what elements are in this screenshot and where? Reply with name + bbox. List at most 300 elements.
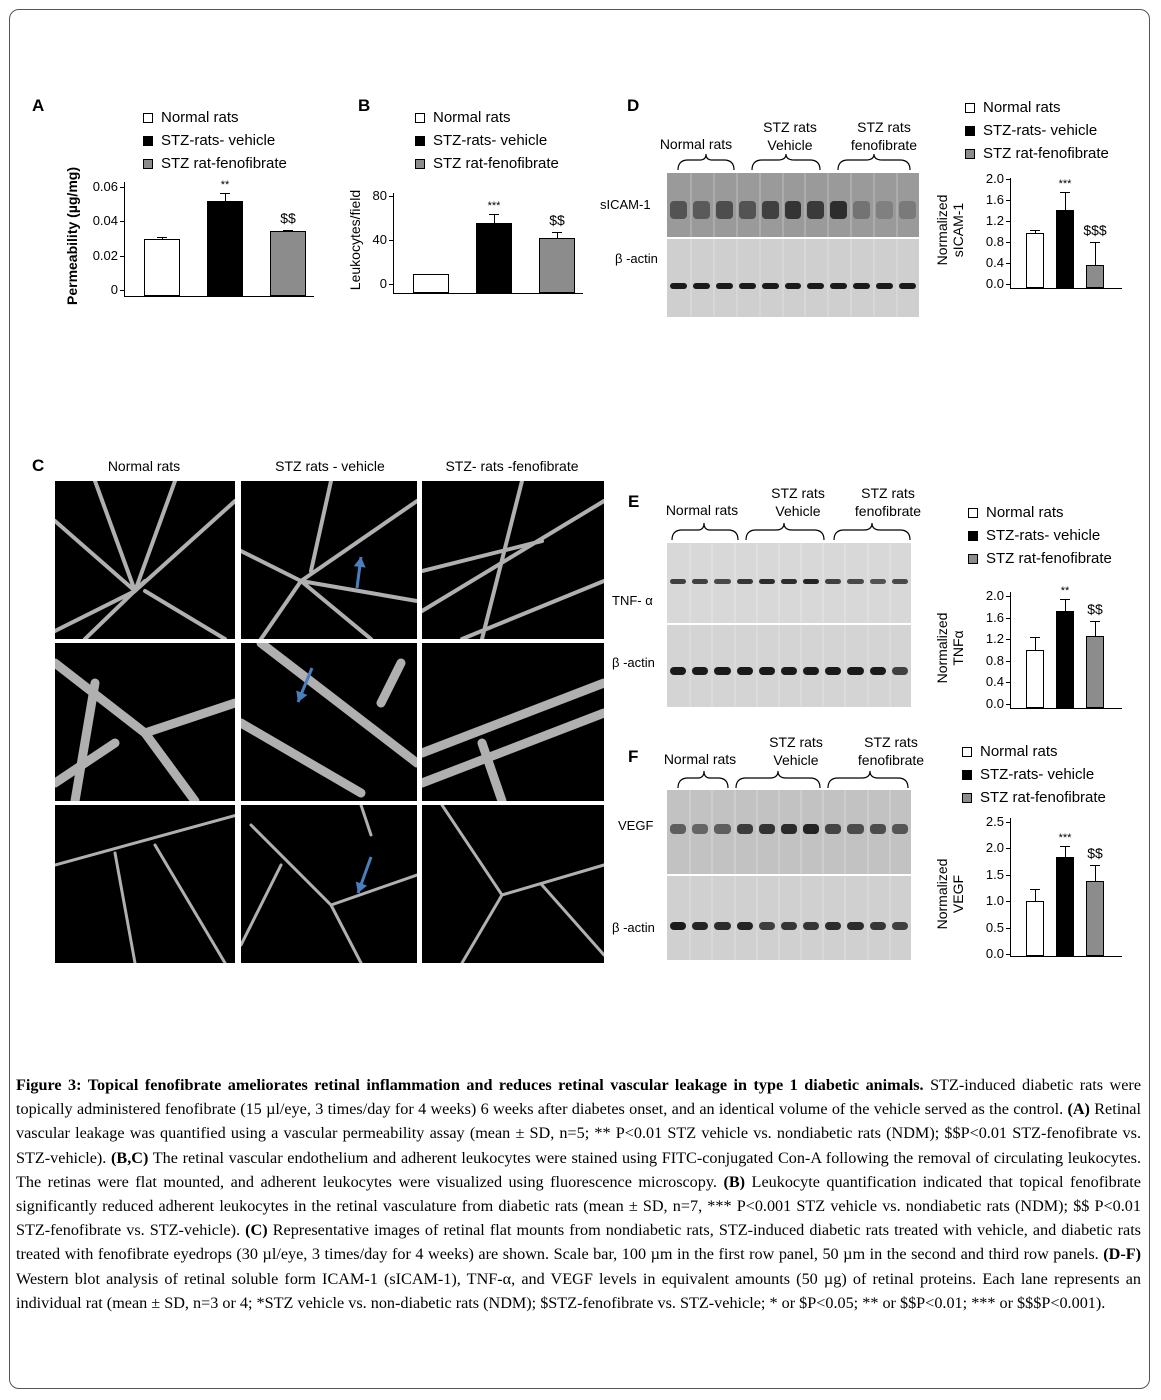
y-tick-label: 0.0 bbox=[985, 276, 1004, 291]
lane-divider bbox=[827, 173, 829, 237]
panel-f-label: F bbox=[628, 747, 639, 766]
y-tick-label: 0.8 bbox=[985, 652, 1004, 668]
error-cap bbox=[1060, 846, 1070, 847]
vessel-drawing bbox=[241, 481, 417, 639]
panel-f-ylabel-line1: Normalized bbox=[934, 858, 950, 930]
bar-normal bbox=[413, 274, 449, 293]
error-bar bbox=[1095, 865, 1096, 882]
bar-vehicle bbox=[1056, 611, 1074, 708]
lane-divider bbox=[756, 876, 758, 960]
blot-band bbox=[692, 824, 708, 834]
lane-divider bbox=[844, 790, 846, 874]
significance-vehicle: *** bbox=[1058, 831, 1072, 844]
vessel-drawing bbox=[422, 683, 604, 801]
significance-feno: $$ bbox=[280, 209, 296, 226]
lane-divider bbox=[867, 876, 869, 960]
blot-band bbox=[781, 579, 797, 584]
panel-d-row2: β -actin bbox=[615, 251, 658, 266]
panel-a-legend bbox=[143, 106, 287, 175]
blot-band bbox=[759, 922, 775, 930]
legend-normal: Normal rats bbox=[433, 109, 511, 126]
bar-vehicle bbox=[1056, 857, 1074, 956]
x-axis bbox=[1010, 708, 1122, 709]
micrograph-r3-c2 bbox=[241, 805, 417, 963]
blot-band bbox=[870, 579, 886, 584]
y-tick-mark bbox=[120, 187, 124, 188]
y-tick-label: 0 bbox=[379, 276, 387, 291]
beta-actin-blot-d bbox=[667, 239, 919, 317]
error-bar bbox=[1035, 637, 1036, 650]
lane-divider bbox=[759, 239, 761, 317]
bar-feno bbox=[539, 238, 575, 293]
blot-band bbox=[899, 283, 916, 289]
blot-band bbox=[876, 283, 893, 289]
panel-d-legend bbox=[965, 96, 1109, 165]
lane-divider bbox=[873, 173, 875, 237]
y-tick-mark bbox=[1006, 200, 1010, 201]
micrograph-r2-c2 bbox=[241, 643, 417, 801]
significance-feno: $$ bbox=[549, 211, 565, 228]
blot-band bbox=[762, 201, 779, 219]
y-tick-mark bbox=[1006, 263, 1010, 264]
blot-band bbox=[830, 283, 847, 289]
blot-band bbox=[847, 579, 863, 584]
error-cap bbox=[1030, 230, 1040, 231]
y-tick-mark bbox=[120, 290, 124, 291]
blot-band bbox=[825, 922, 841, 930]
y-tick-mark bbox=[1006, 661, 1010, 662]
lane-divider bbox=[778, 625, 780, 707]
caption-b: (B) bbox=[723, 1172, 746, 1191]
legend-feno: STZ rat-fenofibrate bbox=[433, 155, 559, 172]
blot-band bbox=[825, 824, 841, 834]
micrograph-r1-c1 bbox=[55, 481, 235, 639]
error-cap bbox=[283, 230, 293, 231]
vessel-drawing bbox=[442, 805, 604, 963]
blot-band bbox=[803, 579, 819, 584]
significance-feno: $$ bbox=[1087, 601, 1103, 617]
caption-p6: Western blot analysis of retinal soluble form ICAM-1 (sICAM-1), TNF-α, and VEGF levels in equivalent amounts (50 µg) of retinal proteins. Each lane represents an individual rat (mean ± SD, n=3 or 4; *STZ vehicle vs. non-diabetic rats (NDM); $STZ-fenofibrate vs. STZ-vehicle; * or $P<0.05; ** or $$P<0.01; *** or $$$P<0.001). bbox=[16, 1269, 1141, 1312]
y-axis bbox=[1010, 818, 1011, 956]
legend-normal: Normal rats bbox=[986, 504, 1064, 521]
panel-e-brackets bbox=[664, 520, 926, 542]
blot-band bbox=[870, 922, 886, 930]
blot-band bbox=[847, 922, 863, 930]
lane-divider bbox=[711, 625, 713, 707]
y-axis bbox=[124, 182, 125, 296]
y-tick-mark bbox=[389, 240, 393, 241]
blot-band bbox=[807, 201, 824, 219]
bar-feno bbox=[270, 231, 306, 296]
y-axis bbox=[1010, 178, 1011, 288]
panel-e-label: E bbox=[628, 492, 640, 511]
significance-vehicle: ** bbox=[1060, 584, 1070, 597]
panel-d-group-1: Normal rats bbox=[659, 136, 733, 152]
lane-divider bbox=[800, 790, 802, 874]
lane-divider bbox=[850, 173, 852, 237]
panel-d-group-2: STZ rats Vehicle bbox=[763, 119, 817, 153]
x-axis bbox=[393, 293, 583, 294]
vessel-drawing bbox=[241, 805, 417, 963]
y-tick-label: 1.2 bbox=[985, 213, 1004, 228]
panel-f-row2: β -actin bbox=[612, 920, 655, 935]
blot-band bbox=[737, 667, 753, 675]
lane-divider bbox=[782, 173, 784, 237]
error-bar bbox=[1095, 621, 1096, 636]
error-cap bbox=[1060, 192, 1070, 193]
blot-band bbox=[670, 667, 686, 675]
lane-divider bbox=[867, 790, 869, 874]
lane-divider bbox=[850, 239, 852, 317]
y-tick-label: 2.0 bbox=[985, 588, 1004, 603]
error-cap bbox=[1030, 637, 1040, 638]
significance-vehicle: *** bbox=[487, 200, 501, 213]
y-axis bbox=[1010, 592, 1011, 708]
blot-band bbox=[807, 283, 824, 289]
panel-e-row2: β -actin bbox=[612, 655, 655, 670]
micrograph-r2-c1 bbox=[55, 643, 235, 801]
sicam-blot bbox=[667, 173, 919, 237]
blot-band bbox=[803, 922, 819, 930]
blot-band bbox=[892, 579, 908, 584]
legend-normal: Normal rats bbox=[980, 743, 1058, 760]
lane-divider bbox=[756, 543, 758, 623]
x-axis bbox=[1010, 288, 1122, 289]
blot-band bbox=[853, 283, 870, 289]
legend-vehicle: STZ-rats- vehicle bbox=[980, 766, 1095, 783]
panel-b-ylabel: Leukocytes/field bbox=[347, 189, 363, 291]
legend-feno: STZ rat-fenofibrate bbox=[161, 155, 287, 172]
panel-e-group-2: STZ rats Vehicle bbox=[771, 485, 825, 519]
caption-bc: (B,C) bbox=[111, 1148, 149, 1167]
panel-e-ylabel bbox=[934, 598, 966, 698]
lane-divider bbox=[736, 173, 738, 237]
y-tick-mark bbox=[120, 256, 124, 257]
blot-band bbox=[785, 201, 802, 219]
lane-divider bbox=[822, 876, 824, 960]
blot-band bbox=[739, 283, 756, 289]
lane-divider bbox=[689, 543, 691, 623]
blot-band bbox=[876, 201, 893, 219]
blot-band bbox=[692, 922, 708, 930]
bar-vehicle bbox=[476, 223, 512, 293]
figure-caption bbox=[16, 1073, 1141, 1315]
bar-normal bbox=[1026, 650, 1044, 708]
blot-band bbox=[670, 283, 687, 289]
y-tick-mark bbox=[389, 196, 393, 197]
error-cap bbox=[552, 232, 562, 233]
panel-e-row1: TNF- α bbox=[612, 593, 653, 608]
legend-vehicle: STZ-rats- vehicle bbox=[983, 122, 1098, 139]
blot-band bbox=[892, 922, 908, 930]
blot-band bbox=[759, 824, 775, 834]
error-bar bbox=[225, 193, 226, 201]
y-tick-label: 0.04 bbox=[92, 213, 118, 229]
blot-band bbox=[892, 667, 908, 675]
y-tick-mark bbox=[389, 284, 393, 285]
y-tick-label: 0.0 bbox=[985, 696, 1004, 711]
y-tick-mark bbox=[1006, 875, 1010, 876]
y-tick-label: 1.6 bbox=[985, 192, 1004, 207]
error-bar bbox=[494, 214, 495, 223]
y-tick-label: 0.8 bbox=[985, 234, 1004, 249]
caption-p3: The retinal vascular endothelium and adherent leukocytes were stained using FITC-conjugated Con-A following the removal of circulating leukocytes. The retinas were flat mounted, and adherent leukocytes were visualized using fluorescence microscopy. bbox=[16, 1148, 1141, 1191]
lane-divider bbox=[873, 239, 875, 317]
error-cap bbox=[1090, 621, 1100, 622]
panel-f-group-1: Normal rats bbox=[663, 751, 737, 767]
vessel-drawing bbox=[422, 481, 604, 639]
y-tick-mark bbox=[1006, 618, 1010, 619]
blot-band bbox=[781, 824, 797, 834]
lane-divider bbox=[844, 876, 846, 960]
lane-divider bbox=[827, 239, 829, 317]
vessel-drawing bbox=[55, 481, 235, 639]
blot-band bbox=[670, 579, 686, 584]
y-tick-mark bbox=[1006, 682, 1010, 683]
y-tick-mark bbox=[120, 221, 124, 222]
lane-divider bbox=[711, 876, 713, 960]
lane-divider bbox=[867, 625, 869, 707]
caption-p1: STZ-induced diabetic rats were topically administered fenofibrate (15 µl/eye, 3 times/day for 4 weeks) 6 weeks after diabetes onset, and an identical volume of the vehicle served as the control. bbox=[16, 1076, 1142, 1119]
y-tick-label: 0.5 bbox=[985, 919, 1004, 935]
legend-feno: STZ rat-fenofibrate bbox=[986, 550, 1112, 567]
panel-f-row1: VEGF bbox=[618, 818, 654, 833]
error-cap bbox=[1090, 242, 1100, 243]
caption-p4: Leukocyte quantification indicated that topical fenofibrate significantly reduced adherent leukocytes in the retinal vasculature from diabetic rats (mean ± SD, n=7, *** P<0.001 STZ vehicle vs. nondiabetic rats (NDM); $$ P<0.01 STZ-fenofibrate vs. STZ-vehicle). bbox=[16, 1172, 1141, 1240]
lane-divider bbox=[782, 239, 784, 317]
panel-a-label: A bbox=[32, 96, 45, 115]
lane-divider bbox=[713, 173, 715, 237]
caption-df: (D-F) bbox=[1103, 1245, 1141, 1264]
bar-normal bbox=[1026, 233, 1044, 288]
bar-normal bbox=[1026, 901, 1044, 956]
panel-d-ylabel-line1: Normalized bbox=[934, 194, 950, 266]
panel-d-ylabel-line2: sICAM-1 bbox=[950, 202, 966, 258]
error-cap bbox=[1030, 889, 1040, 890]
y-axis bbox=[393, 193, 394, 293]
lane-divider bbox=[734, 625, 736, 707]
blot-band bbox=[737, 922, 753, 930]
lane-divider bbox=[734, 543, 736, 623]
y-tick-label: 80 bbox=[372, 188, 387, 203]
legend-vehicle: STZ-rats- vehicle bbox=[986, 527, 1101, 544]
y-tick-label: 1.5 bbox=[985, 866, 1004, 882]
blot-band bbox=[759, 667, 775, 675]
significance-vehicle: ** bbox=[220, 179, 230, 192]
panel-f-group-2: STZ rats Vehicle bbox=[769, 734, 823, 768]
lane-divider bbox=[711, 543, 713, 623]
lane-divider bbox=[889, 790, 891, 874]
blot-band bbox=[714, 824, 730, 834]
blot-band bbox=[853, 201, 870, 219]
y-tick-label: 0 bbox=[110, 282, 118, 297]
micrograph-r1-c2 bbox=[241, 481, 417, 639]
lane-divider bbox=[778, 790, 780, 874]
lane-divider bbox=[889, 625, 891, 707]
lane-divider bbox=[822, 790, 824, 874]
vessel-drawing bbox=[55, 815, 235, 963]
lane-divider bbox=[822, 543, 824, 623]
blot-band bbox=[737, 824, 753, 834]
y-tick-mark bbox=[1006, 901, 1010, 902]
lane-divider bbox=[690, 173, 692, 237]
blot-band bbox=[803, 824, 819, 834]
panel-a-ylabel: Permeability (µg/mg) bbox=[64, 167, 80, 305]
y-tick-label: 0.06 bbox=[92, 179, 118, 194]
lane-divider bbox=[756, 625, 758, 707]
panel-d-row1: sICAM-1 bbox=[600, 197, 651, 212]
y-tick-label: 1.2 bbox=[985, 631, 1004, 647]
bar-normal bbox=[144, 239, 180, 296]
x-axis bbox=[1010, 956, 1122, 957]
lane-divider bbox=[804, 173, 806, 237]
blot-band bbox=[714, 922, 730, 930]
lane-divider bbox=[759, 173, 761, 237]
blot-band bbox=[847, 667, 863, 675]
bar-feno bbox=[1086, 265, 1104, 288]
blot-band bbox=[737, 579, 753, 584]
panel-e-ylabel-line1: Normalized bbox=[934, 612, 950, 684]
blot-band bbox=[781, 922, 797, 930]
panel-d-label: D bbox=[627, 96, 640, 115]
blot-band bbox=[762, 283, 779, 289]
y-tick-mark bbox=[1006, 221, 1010, 222]
y-tick-label: 2.5 bbox=[985, 814, 1004, 829]
legend-normal: Normal rats bbox=[161, 109, 239, 126]
blot-band bbox=[670, 922, 686, 930]
y-tick-label: 0.02 bbox=[92, 247, 118, 263]
panel-f-legend bbox=[962, 740, 1106, 809]
significance-vehicle: *** bbox=[1058, 177, 1072, 190]
panel-c-col-1: Normal rats bbox=[107, 458, 181, 474]
panel-d-group-3: STZ rats fenofibrate bbox=[850, 119, 918, 153]
panel-d-brackets bbox=[660, 152, 922, 174]
y-tick-label: 0.0 bbox=[985, 946, 1004, 961]
y-tick-mark bbox=[1006, 822, 1010, 823]
lane-divider bbox=[844, 543, 846, 623]
error-cap bbox=[489, 214, 499, 215]
lane-divider bbox=[867, 543, 869, 623]
panel-e-legend bbox=[968, 501, 1112, 570]
blot-band bbox=[692, 667, 708, 675]
error-cap bbox=[1090, 865, 1100, 866]
blot-band bbox=[830, 201, 847, 219]
beta-actin-blot-f bbox=[667, 876, 911, 960]
significance-feno: $$ bbox=[1087, 844, 1103, 861]
y-tick-mark bbox=[1006, 179, 1010, 180]
caption-p2: Retinal vascular leakage was quantified using a vascular permeability assay (mean ± SD, n=5; ** P<0.01 STZ vehicle vs. nondiabetic rats (NDM); $$P<0.01 STZ-fenofibrate vs. STZ-vehicle). bbox=[16, 1100, 1141, 1167]
blot-band bbox=[785, 283, 802, 289]
legend-vehicle: STZ-rats- vehicle bbox=[161, 132, 276, 149]
blot-band bbox=[714, 667, 730, 675]
micrograph-r3-c3 bbox=[422, 805, 604, 963]
blot-band bbox=[899, 201, 916, 219]
error-cap bbox=[220, 193, 230, 194]
y-tick-label: 0.4 bbox=[985, 674, 1004, 690]
bar-vehicle bbox=[1056, 210, 1074, 288]
panel-c-col-2: STZ rats - vehicle bbox=[275, 458, 385, 474]
vessel-drawing bbox=[55, 663, 235, 801]
error-bar bbox=[1065, 846, 1066, 857]
lane-divider bbox=[800, 876, 802, 960]
lane-divider bbox=[800, 625, 802, 707]
y-tick-mark bbox=[1006, 596, 1010, 597]
panel-e-group-1: Normal rats bbox=[665, 502, 739, 518]
error-bar bbox=[1065, 192, 1066, 210]
caption-a: (A) bbox=[1067, 1100, 1090, 1119]
blot-band bbox=[825, 579, 841, 584]
lane-divider bbox=[804, 239, 806, 317]
panel-b-label: B bbox=[358, 96, 371, 115]
y-tick-mark bbox=[1006, 954, 1010, 955]
panel-d-ylabel bbox=[934, 180, 966, 280]
lane-divider bbox=[689, 876, 691, 960]
panel-f-brackets bbox=[664, 768, 926, 790]
blot-band bbox=[870, 824, 886, 834]
panel-f-ylabel bbox=[934, 844, 966, 944]
caption-p5: Representative images of retinal flat mounts from nondiabetic rats, STZ-induced diabetic rats treated with vehicle, and diabetic rats treated with fenofibrate eyedrops (30 µl/eye, 3 times/day for 4 weeks) are shown. Scale bar, 100 µm in the first row panel, 50 µm in the second and third row panels. bbox=[16, 1221, 1141, 1264]
y-tick-label: 1.0 bbox=[985, 893, 1004, 909]
blot-band bbox=[870, 667, 886, 675]
blot-band bbox=[825, 667, 841, 675]
blot-band bbox=[892, 824, 908, 834]
beta-actin-blot-e bbox=[667, 625, 911, 707]
blot-band bbox=[716, 283, 733, 289]
panel-c-label: C bbox=[32, 456, 45, 475]
blot-band bbox=[714, 579, 730, 584]
lane-divider bbox=[690, 239, 692, 317]
error-bar bbox=[1035, 889, 1036, 901]
lane-divider bbox=[778, 876, 780, 960]
micrograph-r1-c3 bbox=[422, 481, 604, 639]
bar-feno bbox=[1086, 881, 1104, 956]
panel-c-col-3: STZ- rats -fenofibrate bbox=[445, 458, 579, 474]
y-tick-label: 2.0 bbox=[985, 840, 1004, 856]
y-tick-label: 0.4 bbox=[985, 255, 1004, 270]
panel-f-group-3: STZ rats fenofibrate bbox=[857, 734, 925, 768]
micrograph-r2-c3 bbox=[422, 643, 604, 801]
blot-band bbox=[692, 579, 708, 584]
blot-band bbox=[803, 667, 819, 675]
x-axis bbox=[124, 296, 314, 297]
panel-e-ylabel-line2: TNFα bbox=[950, 630, 966, 666]
panel-e-group-3: STZ rats fenofibrate bbox=[854, 485, 922, 519]
bar-vehicle bbox=[207, 201, 243, 296]
lane-divider bbox=[889, 543, 891, 623]
error-cap bbox=[1060, 599, 1070, 600]
panel-b-legend bbox=[415, 106, 559, 175]
lane-divider bbox=[822, 625, 824, 707]
lane-divider bbox=[689, 790, 691, 874]
error-cap bbox=[157, 237, 167, 238]
lane-divider bbox=[896, 173, 898, 237]
caption-title: Figure 3: Topical fenofibrate ameliorates retinal inflammation and reduces retinal vascular leakage in type 1 diabetic animals. bbox=[16, 1076, 924, 1094]
blot-band bbox=[847, 824, 863, 834]
legend-vehicle: STZ-rats- vehicle bbox=[433, 132, 548, 149]
panel-f-ylabel-line2: VEGF bbox=[950, 874, 966, 914]
lane-divider bbox=[689, 625, 691, 707]
y-tick-mark bbox=[1006, 928, 1010, 929]
legend-feno: STZ rat-fenofibrate bbox=[980, 789, 1106, 806]
blot-band bbox=[739, 201, 756, 219]
lane-divider bbox=[734, 876, 736, 960]
y-tick-mark bbox=[1006, 639, 1010, 640]
y-tick-label: 1.6 bbox=[985, 609, 1004, 625]
micrograph-r3-c1 bbox=[55, 805, 235, 963]
y-tick-mark bbox=[1006, 704, 1010, 705]
lane-divider bbox=[800, 543, 802, 623]
blot-band bbox=[759, 579, 775, 584]
